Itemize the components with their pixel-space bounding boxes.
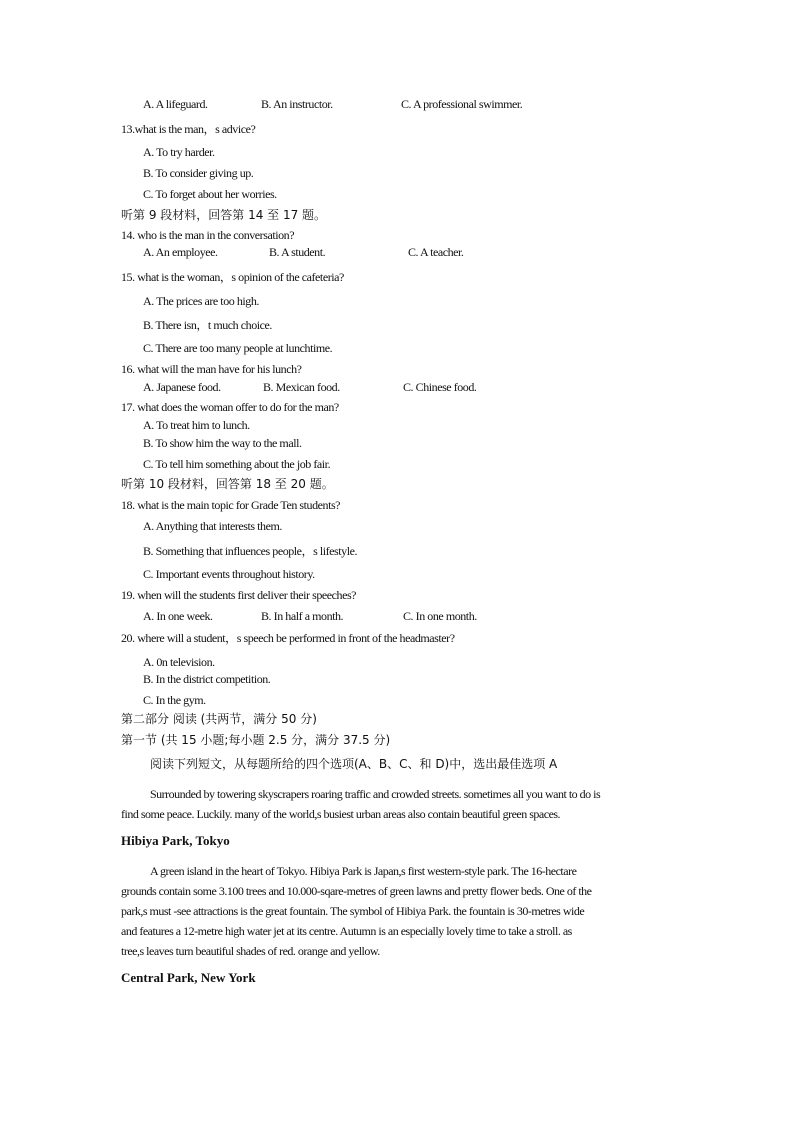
hibiya-line-1: A green island in the heart of Tokyo. Hibiya Park is Japan,s first western-style park. The 16-hectare (150, 864, 577, 878)
q17-option-b: B. To show him the way to the mall. (143, 436, 302, 450)
section-9-instruction: 听第 9 段材料，回答第 14 至 17 题。 (121, 208, 327, 222)
q16-option-b: B. Mexican food. (263, 380, 340, 394)
hibiya-line-3: park,s must -see attractions is the great fountain. The symbol of Hibiya Park. the fountain is 30-metres wide (121, 904, 585, 918)
hibiya-paragraph (121, 861, 661, 961)
intro-line-2: find some peace. Luckily. many of the world,s busiest urban areas also contain beautiful green spaces. (121, 807, 561, 821)
q19-option-b: B. In half a month. (261, 609, 344, 623)
q17-question: 17. what does the woman offer to do for the man? (121, 400, 339, 414)
q13-question: 13.what is the man，s advice? (121, 122, 256, 136)
q17-option-c: C. To tell him something about the job fair. (143, 457, 331, 471)
q14-option-b: B. A student. (269, 245, 326, 259)
hibiya-line-4: and features a 12-metre high water jet at its centre. Autumn is an especially lovely time to take a stroll. as (121, 924, 572, 938)
q19-question: 19. when will the students first deliver their speeches? (121, 588, 357, 602)
q18-option-c: C. Important events throughout history. (143, 567, 315, 581)
q16-question: 16. what will the man have for his lunch? (121, 362, 302, 376)
hibiya-title: Hibiya Park, Tokyo (121, 833, 230, 848)
section-10-instruction: 听第 10 段材料，回答第 18 至 20 题。 (121, 477, 334, 491)
q20-option-b: B. In the district competition. (143, 672, 271, 686)
q19-option-a: A. In one week. (143, 609, 213, 623)
q18-option-b: B. Something that influences people，s lifestyle. (143, 544, 358, 558)
intro-line-1: Surrounded by towering skyscrapers roaring traffic and crowded streets. sometimes all you want to do is (150, 787, 601, 801)
q14-option-a: A. An employee. (143, 245, 218, 259)
q15-question: 15. what is the woman，s opinion of the cafeteria? (121, 270, 344, 284)
q19-option-c: C. In one month. (403, 609, 477, 623)
q13-option-a: A. To try harder. (143, 145, 215, 159)
q18-question: 18. what is the main topic for Grade Ten students? (121, 498, 341, 512)
q12-option-b: B. An instructor. (261, 97, 333, 111)
q13-option-b: B. To consider giving up. (143, 166, 254, 180)
part2-heading: 第二部分 阅读 (共两节，满分 50 分) (121, 712, 317, 726)
q17-option-a: A. To treat him to lunch. (143, 418, 250, 432)
q16-option-c: C. Chinese food. (403, 380, 477, 394)
q20-option-a: A. 0n television. (143, 655, 215, 669)
reading-instruction: 阅读下列短文，从每题所给的四个选项(A、B、C、和 D)中，选出最佳选项 A (150, 757, 558, 771)
q13-option-c: C. To forget about her worries. (143, 187, 277, 201)
q16-option-a: A. Japanese food. (143, 380, 221, 394)
q14-question: 14. who is the man in the conversation? (121, 228, 295, 242)
section1-heading: 第一节 (共 15 小题;每小题 2.5 分，满分 37.5 分) (121, 733, 391, 747)
q14-option-c: C. A teacher. (408, 245, 464, 259)
q20-question: 20. where will a student，s speech be performed in front of the headmaster? (121, 631, 455, 645)
q15-option-a: A. The prices are too high. (143, 294, 259, 308)
intro-paragraph (121, 784, 661, 824)
q12-option-a: A. A lifeguard. (143, 97, 208, 111)
q15-option-b: B. There isn，t much choice. (143, 318, 272, 332)
q15-option-c: C. There are too many people at lunchtime. (143, 341, 333, 355)
hibiya-line-2: grounds contain some 3.100 trees and 10.000-sqare-metres of green lawns and pretty flower beds. One of the (121, 884, 592, 898)
hibiya-line-5: tree,s leaves turn beautiful shades of red. orange and yellow. (121, 944, 380, 958)
q18-option-a: A. Anything that interests them. (143, 519, 282, 533)
q20-option-c: C. In the gym. (143, 693, 206, 707)
central-park-title: Central Park, New York (121, 970, 256, 985)
q12-option-c: C. A professional swimmer. (401, 97, 523, 111)
